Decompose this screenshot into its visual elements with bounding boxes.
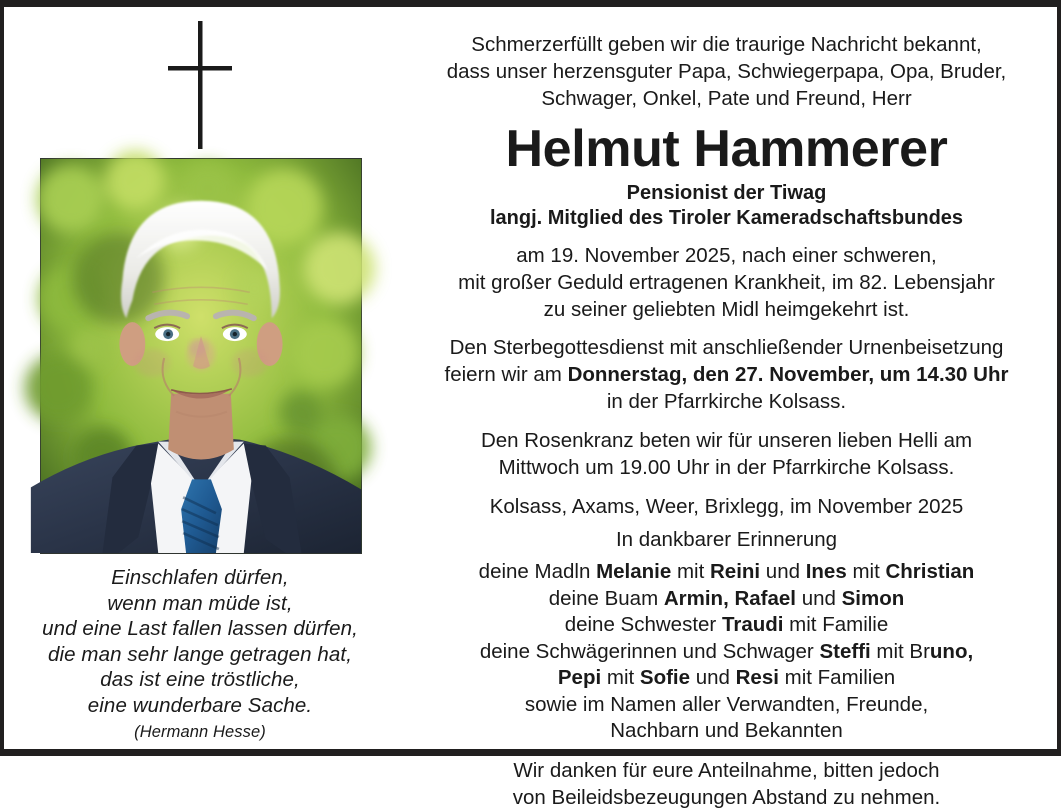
service-datetime: Donnerstag, den 27. November, um 14.30 Uhr [567, 363, 1009, 386]
intro-line: dass unser herzensguter Papa, Schwiegerpapa, Opa, Bruder, [446, 60, 1007, 83]
death-line: am 19. November 2025, nach einer schweren, [516, 244, 937, 267]
text-fragment: und [760, 560, 806, 583]
family-line-others: sowie im Namen aller Verwandten, Freunde, [524, 692, 929, 716]
text-fragment: mit Br [870, 639, 930, 663]
text-fragment: mit [846, 560, 886, 583]
thanks-line: von Beileidsbezeugungen Abstand zu nehmen. [512, 785, 941, 809]
text-fragment: und [690, 666, 736, 689]
poem-line: das ist eine tröstliche, [100, 668, 300, 692]
intro-line: Schwager, Onkel, Pate und Freund, Herr [541, 87, 912, 110]
latin-cross-icon [156, 21, 244, 149]
intro-line: Schmerzerfüllt geben wir die traurige Nachricht bekannt, [471, 33, 982, 56]
text-fragment: und [796, 586, 842, 610]
family-line-inlaws [396, 639, 1057, 666]
subtitle-line: langj. Mitglied des Tiroler Kameradschaftsbundes [489, 207, 964, 229]
service-prefix: feiern wir am [444, 363, 568, 386]
family-name: Resi [735, 666, 779, 689]
poem-block [4, 565, 396, 744]
death-line: zu seiner geliebten Midl heimgekehrt ist. [543, 298, 910, 321]
family-line-daughters [396, 559, 1057, 586]
poem-line: und eine Last fallen lassen dürfen, [42, 617, 358, 641]
cross-area [4, 21, 396, 149]
poem-line: Einschlafen dürfen, [111, 566, 289, 589]
thanks-note [396, 757, 1057, 811]
death-details [396, 242, 1057, 323]
family-name: Traudi [721, 613, 784, 636]
family-name: Ines [805, 560, 847, 583]
family-line-inlaws-cont [396, 665, 1057, 692]
family-line-sons [396, 586, 1057, 613]
death-line: mit großer Geduld ertragenen Krankheit, im 82. Lebensjahr [458, 271, 995, 294]
family-name: Sofie [639, 666, 691, 689]
left-column [4, 7, 396, 749]
family-line-others-cont: Nachbarn und Bekannten [610, 719, 843, 742]
family-name: Christian [885, 560, 975, 583]
rosary-line: Den Rosenkranz beten wir für unseren lieben Helli am [480, 429, 973, 452]
right-column [396, 7, 1057, 809]
text-fragment: deine Madln [478, 560, 597, 583]
family-name: Melanie [596, 560, 672, 583]
family-name: uno, [929, 639, 974, 663]
deceased-subtitle [396, 181, 1057, 231]
text-fragment: mit Familie [783, 613, 889, 636]
family-name: Reini [709, 560, 761, 583]
service-location: in der Pfarrkirche Kolsass. [606, 390, 847, 413]
family-name: Steffi [819, 639, 871, 663]
text-fragment: deine Schwägerinnen und Schwager [479, 639, 820, 663]
funeral-service-details [396, 334, 1057, 415]
portrait-photo [40, 158, 362, 554]
deceased-name: Helmut Hammerer [505, 120, 948, 178]
poem-line: die man sehr lange getragen hat, [47, 642, 353, 666]
places-and-date: Kolsass, Axams, Weer, Brixlegg, im November 2025 [489, 495, 964, 518]
poem-line: eine wunderbare Sache. [87, 693, 313, 717]
text-fragment: deine Schwester [564, 613, 722, 636]
subtitle-line: Pensionist der Tiwag [626, 182, 827, 204]
memory-line: In dankbarer Erinnerung [615, 528, 838, 551]
family-name: Armin, Rafael [663, 586, 796, 610]
thanks-line: Wir danken für eure Anteilnahme, bitten jedoch [513, 758, 940, 782]
rosary-line: Mittwoch um 19.00 Uhr in der Pfarrkirche Kolsass. [498, 456, 955, 479]
service-line [396, 361, 1057, 388]
service-line: Den Sterbegottesdienst mit anschließender Urnenbeisetzung [449, 336, 1004, 359]
intro-text [396, 31, 1057, 112]
text-fragment: deine Buam [548, 586, 664, 610]
text-fragment: mit Familien [778, 666, 896, 689]
notice-inner [4, 7, 1057, 809]
family-name: Pepi [557, 666, 602, 689]
text-fragment: mit [671, 560, 710, 583]
family-name: Simon [841, 586, 905, 610]
poem-attribution: (Hermann Hesse) [134, 722, 266, 741]
family-list [396, 559, 1057, 745]
poem-line: wenn man müde ist, [107, 591, 293, 615]
family-line-sister [396, 612, 1057, 639]
text-fragment: mit [601, 666, 640, 689]
rosary-details [396, 427, 1057, 481]
